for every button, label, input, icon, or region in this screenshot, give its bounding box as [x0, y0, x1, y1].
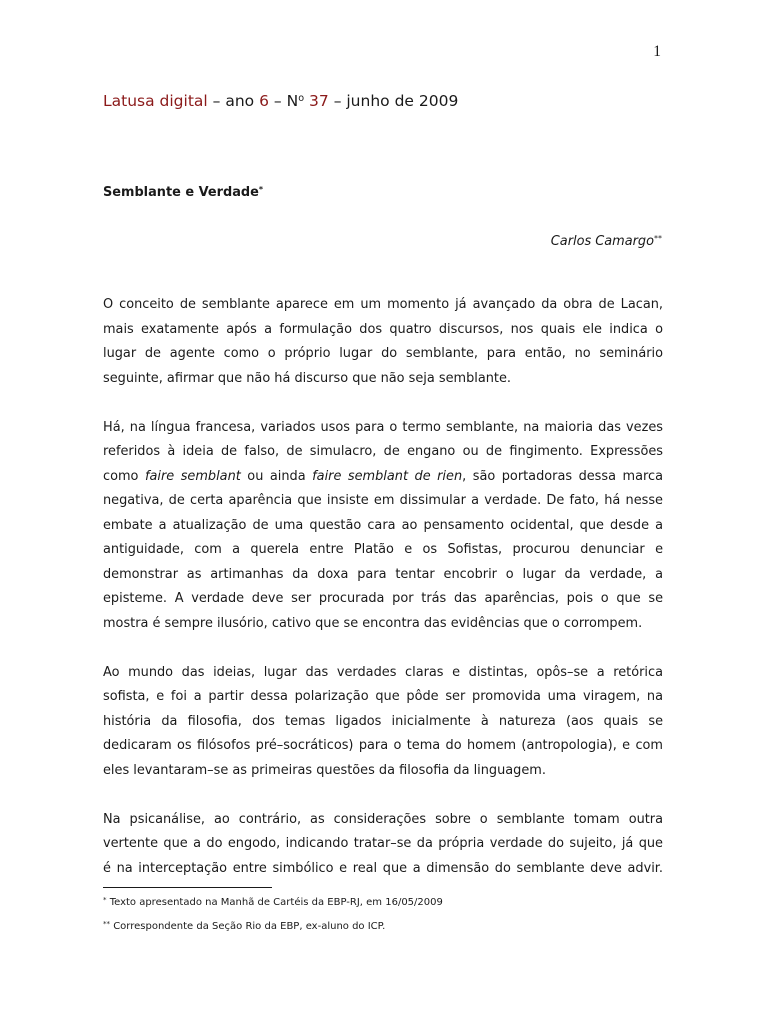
article-title [103, 184, 263, 202]
issue-date: junho de 2009 [346, 92, 459, 110]
line-segment: como [103, 468, 145, 484]
paragraph-line: mais exatamente após a formulação dos quatro discursos, nos quais ele indica o [103, 321, 663, 337]
paragraph-line: antiguidade, com a querela entre Platão e os Sofistas, procurou denunciar e [103, 542, 663, 557]
article-author [551, 233, 662, 251]
header-separator: – [273, 92, 282, 110]
paragraph-line: demonstrar as artimanhas da doxa para tentar encobrir o lugar da verdade, a [103, 566, 663, 582]
footnote-separator [103, 887, 272, 888]
emphasized-term: faire semblant de rien [312, 468, 463, 484]
paragraph-line: história da filosofia, dos temas ligados inicialmente à natureza (aos quais se [103, 713, 663, 729]
paragraph-line: vertente que a do engodo, indicando tratar–se da própria verdade do sujeito, já que [103, 836, 663, 851]
paragraph-line [103, 465, 663, 490]
paragraph-line: referidos à ideia de falso, de simulacro, de engano ou de fingimento. Expressões [103, 444, 663, 459]
year-label: ano [225, 92, 255, 110]
paragraph-line: é na interceptação entre simbólico e real que a dimensão do semblante deve advir. [103, 860, 663, 876]
paragraph [103, 808, 663, 882]
footnotes [103, 891, 443, 939]
footnote-1 [103, 891, 443, 915]
journal-header [103, 90, 458, 112]
author-footnote-mark: ** [654, 233, 662, 243]
paragraph [103, 661, 663, 784]
year-value: 6 [259, 92, 269, 110]
paragraph-line: Há, na língua francesa, variados usos para o termo semblante, na maioria das vezes [103, 419, 663, 435]
title-footnote-mark: * [258, 184, 264, 194]
paragraph [103, 293, 663, 391]
paragraph-line: Ao mundo das ideias, lugar das verdades claras e distintas, opôs–se a retórica [103, 664, 663, 680]
header-separator: – [212, 92, 221, 110]
footnote-text: Texto apresentado na Manhã de Cartéis da EBP-RJ, em 16/05/2009 [109, 897, 443, 908]
paragraph-line: episteme. A verdade deve ser procurada por trás das aparências, pois o que se [103, 591, 663, 606]
footnote-text: Correspondente da Seção Rio da EBP, ex-aluno do ICP. [113, 921, 386, 932]
issue-number: 37 [309, 92, 329, 110]
issue-label-superscript: o [298, 92, 305, 104]
issue-label: N [286, 92, 299, 110]
paragraph-line: dedicaram os filósofos pré–socráticos) para o tema do homem (antropologia), e com [103, 738, 663, 753]
paragraph-line: embate a atualização de uma questão cara ao pensamento ocidental, que desde a [103, 517, 663, 533]
author-name: Carlos Camargo [550, 234, 655, 249]
paragraph-line: seguinte, afirmar que não há discurso que não seja semblante. [103, 370, 511, 386]
paragraph-line: O conceito de semblante aparece em um momento já avançado da obra de Lacan, [103, 297, 663, 312]
journal-name: Latusa digital [103, 92, 208, 110]
page-number: 1 [653, 43, 661, 60]
footnote-mark: * [103, 895, 107, 904]
article-body [103, 293, 663, 906]
paragraph-line: mostra é sempre ilusório, cativo que se encontra das evidências que o corrompem. [103, 615, 643, 631]
paragraph-line: Na psicanálise, ao contrário, as considerações sobre o semblante tomam outra [103, 811, 663, 827]
emphasized-term: faire semblant [144, 468, 241, 484]
paragraph [103, 416, 663, 637]
line-segment: ou ainda [240, 468, 313, 484]
header-separator: – [333, 92, 342, 110]
paragraph-line: sofista, e foi a partir dessa polarização que pôde ser promovida uma viragem, na [103, 689, 663, 704]
line-segment: , são portadoras dessa marca [462, 468, 663, 484]
footnote-2 [103, 915, 443, 939]
paragraph-line: lugar de agente como o próprio lugar do semblante, para então, no seminário [103, 346, 663, 361]
paragraph-line: negativa, de certa aparência que insiste em dissimular a verdade. De fato, há nesse [103, 493, 663, 508]
paragraph-line: eles levantaram–se as primeiras questões da filosofia da linguagem. [103, 762, 546, 778]
footnote-mark: ** [103, 919, 110, 928]
article-title-text: Semblante e Verdade [103, 185, 259, 200]
